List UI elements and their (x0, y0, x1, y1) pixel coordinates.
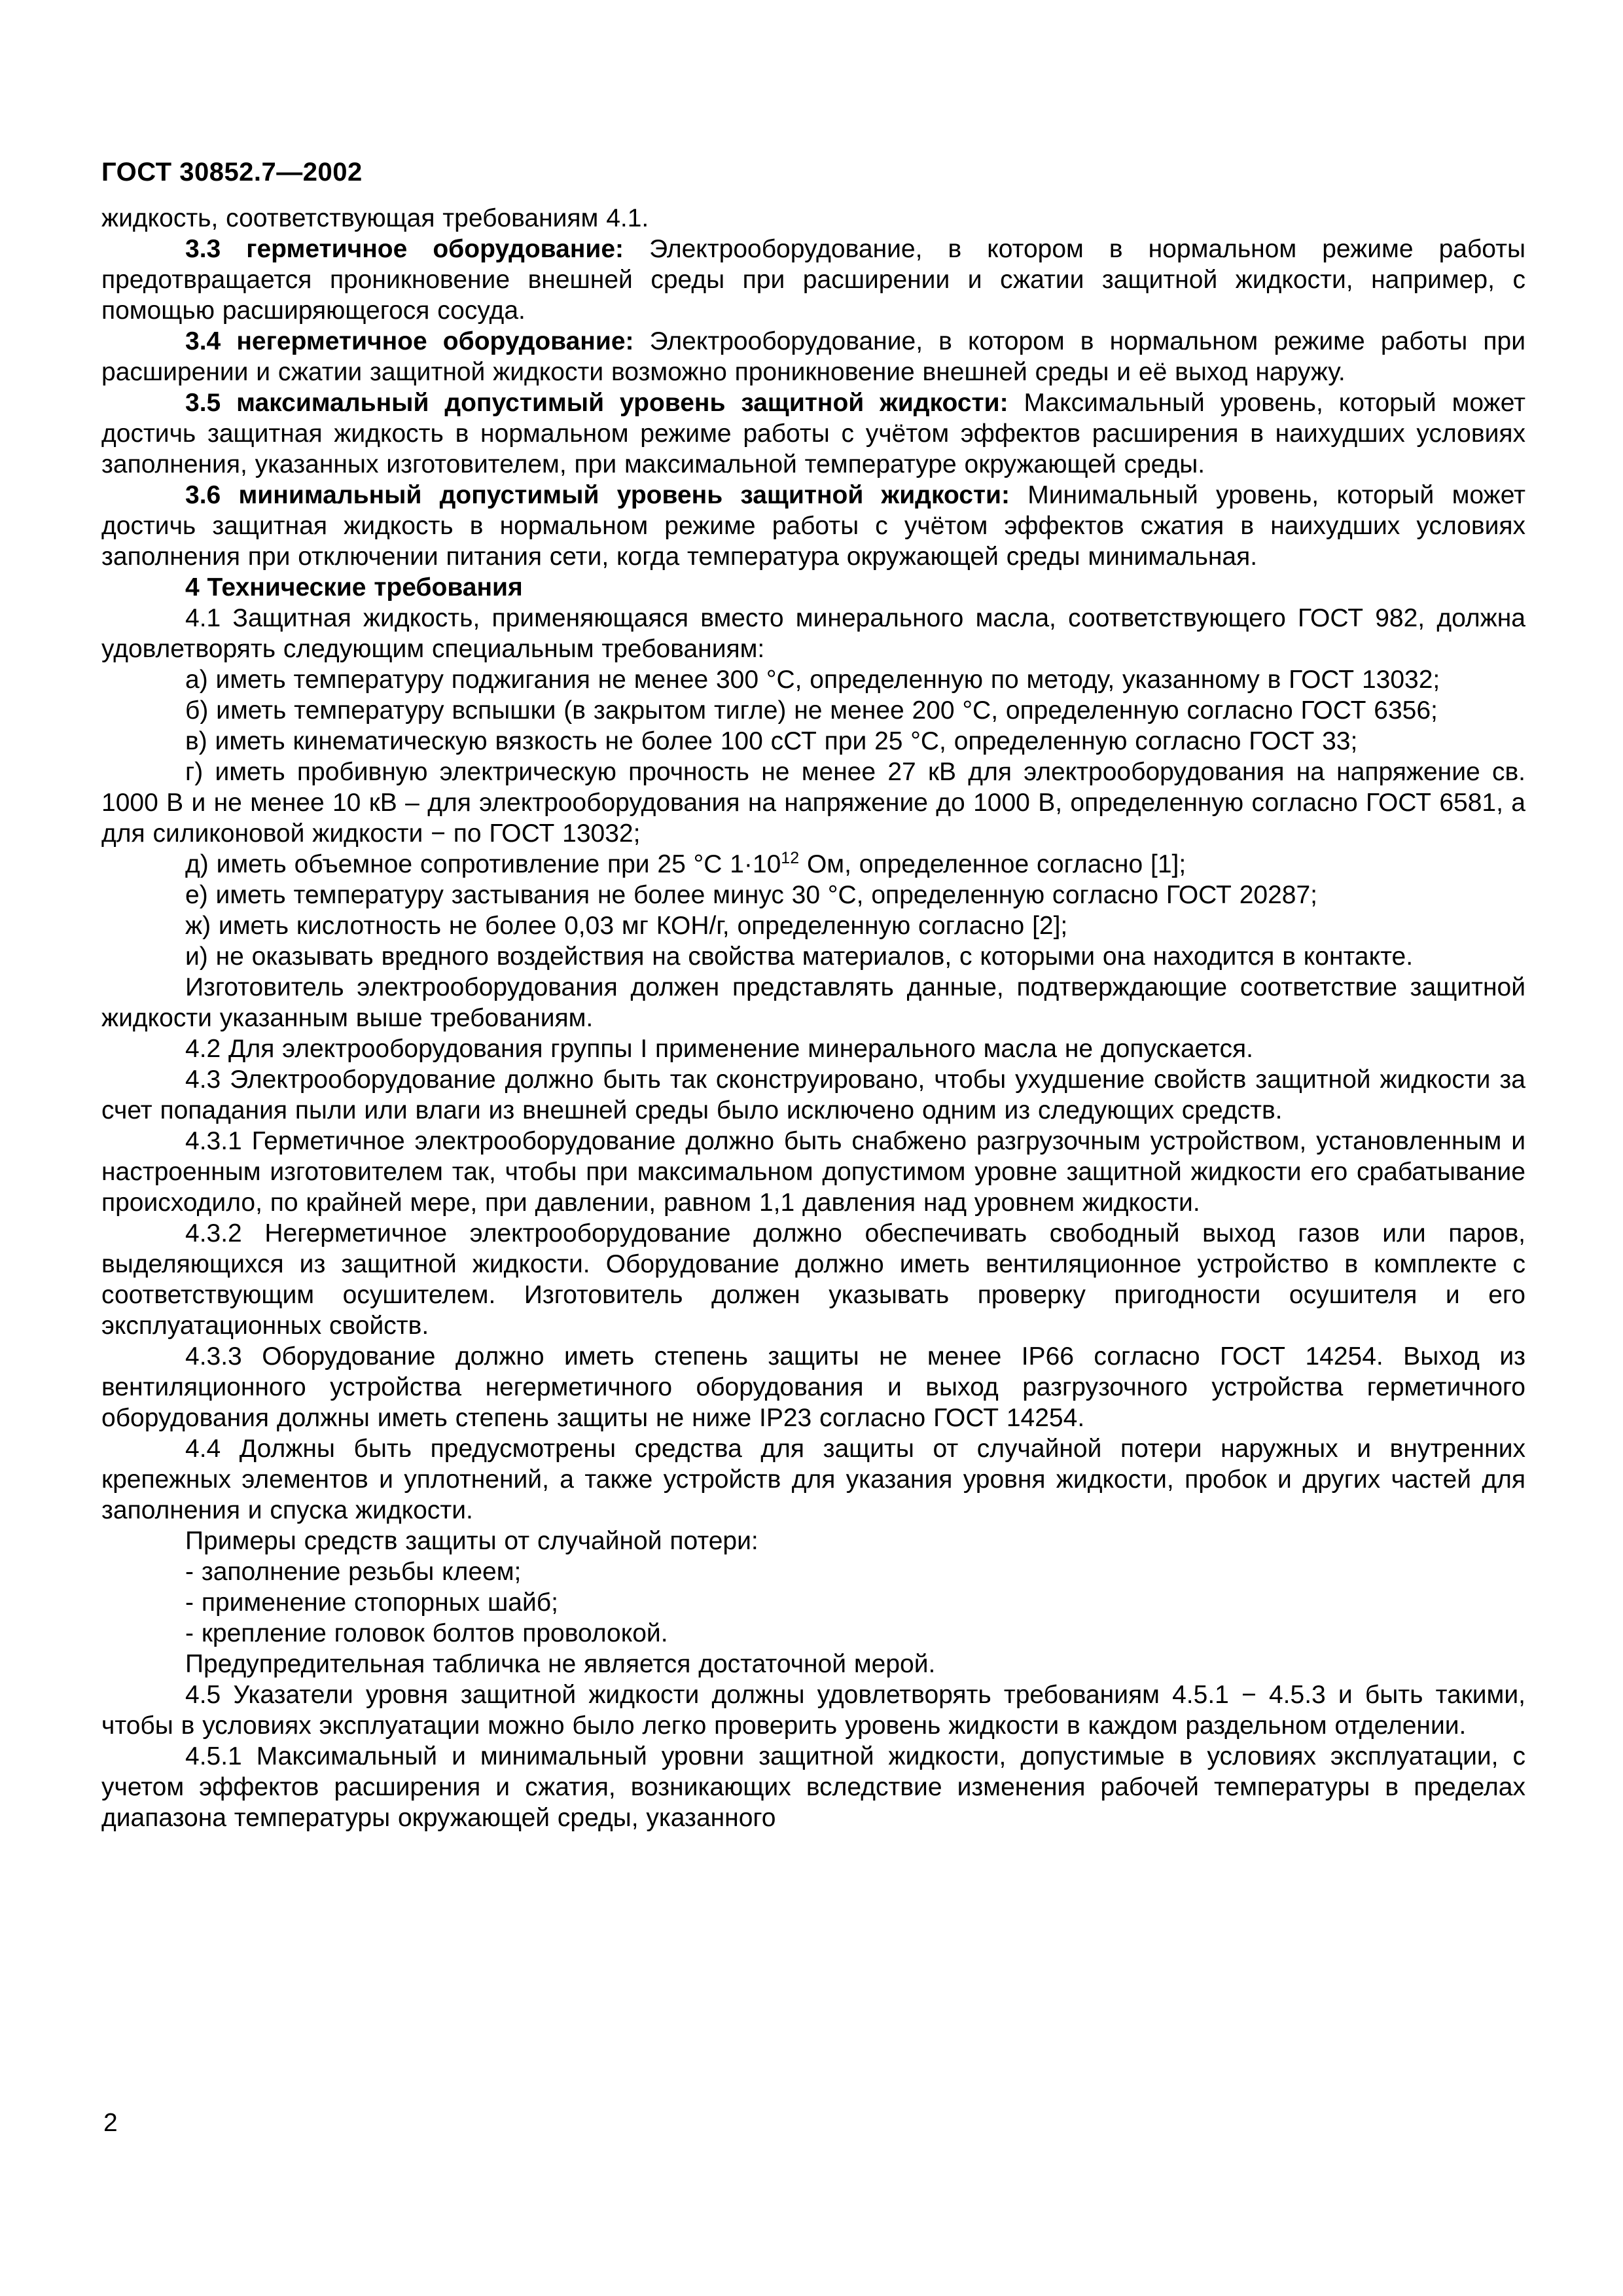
text-run: г) иметь пробивную электрическую прочность не менее 27 кВ для электрооборудования на напряжение св. 1000 В и не менее 10 кВ – для электрооборудования на напряжение до 1000 В, определенную согласно ГОСТ 6581, а для силиконовой жидкости − по ГОСТ 13032; (101, 758, 1525, 848)
text-run: д) иметь объемное сопротивление при 25 °С 1·10 (185, 850, 781, 878)
bold-term: 3.4 негерметичное оборудование: (185, 327, 634, 355)
paragraph (101, 1033, 1525, 1064)
paragraph (101, 1556, 1525, 1587)
paragraph (101, 757, 1525, 849)
paragraph (101, 1587, 1525, 1618)
paragraph (101, 1679, 1525, 1741)
superscript: 12 (781, 849, 800, 867)
paragraph (101, 1341, 1525, 1433)
paragraph (101, 203, 1525, 234)
text-run: - крепление головок болтов проволокой. (185, 1619, 668, 1647)
paragraph (101, 480, 1525, 572)
paragraph (101, 726, 1525, 757)
text-run: и) не оказывать вредного воздействия на свойства материалов, с которыми она находится в контакте. (185, 942, 1414, 971)
paragraph (101, 941, 1525, 972)
paragraph (101, 603, 1525, 664)
paragraph (101, 1526, 1525, 1556)
section-heading (101, 572, 1525, 603)
paragraph (101, 695, 1525, 726)
document-header-title: ГОСТ 30852.7—2002 (101, 158, 363, 187)
paragraph (101, 1064, 1525, 1126)
text-run: е) иметь температуру застывания не более минус 30 °С, определенную согласно ГОСТ 20287; (185, 881, 1317, 909)
text-run: 4.5 Указатели уровня защитной жидкости должны удовлетворять требованиям 4.5.1 − 4.5.3 и быть такими, чтобы в условиях эксплуатации можно было легко проверить уровень жидкости в каждом раздельном отделении. (101, 1681, 1525, 1740)
text-run: 4.3.2 Негерметичное электрооборудование должно обеспечивать свободный выход газов или паров, выделяющихся из защитной жидкости. Оборудование должно иметь вентиляционное устройство в комплекте с соответствующим осушителем. Изготовитель должен указывать проверку пригодности осушителя и его эксплуатационных свойств. (101, 1219, 1525, 1340)
paragraph (101, 849, 1525, 880)
text-run: 4.3.3 Оборудование должно иметь степень защиты не менее IP66 согласно ГОСТ 14254. Выход из вентиляционного устройства негерметичного оборудования и выход разгрузочного устройства герметичного оборудования должны иметь степень защиты не ниже IP23 согласно ГОСТ 14254. (101, 1342, 1525, 1432)
text-run: - применение стопорных шайб; (185, 1588, 558, 1617)
paragraph (101, 1618, 1525, 1649)
text-run: Примеры средств защиты от случайной потери: (185, 1527, 758, 1555)
paragraph (101, 1741, 1525, 1833)
paragraph (101, 880, 1525, 910)
text-run: 4.5.1 Максимальный и минимальный уровни защитной жидкости, допустимые в условиях эксплуатации, с учетом эффектов расширения и сжатия, возникающих вследствие изменения рабочей температуры в пределах диапазона температуры окружающей среды, указанного (101, 1742, 1525, 1832)
paragraph (101, 972, 1525, 1033)
paragraph (101, 1218, 1525, 1341)
paragraph (101, 387, 1525, 480)
document-body (101, 203, 1525, 1833)
text-run: 4.4 Должны быть предусмотрены средства для защиты от случайной потери наружных и внутренних крепежных элементов и уплотнений, а также устройств для указания уровня жидкости, пробок и других частей для заполнения и спуска жидкости. (101, 1435, 1525, 1524)
text-run: 4.3 Электрооборудование должно быть так сконструировано, чтобы ухудшение свойств защитной жидкости за счет попадания пыли или влаги из внешней среды было исключено одним из следующих средств. (101, 1066, 1525, 1124)
text-run: Предупредительная табличка не является достаточной мерой. (185, 1650, 936, 1678)
bold-term: 3.3 герметичное оборудование: (185, 235, 624, 263)
text-run: а) иметь температуру поджигания не менее 300 °С, определенную по методу, указанному в ГОСТ 13032; (185, 666, 1440, 694)
paragraph (101, 1433, 1525, 1526)
text-run: б) иметь температуру вспышки (в закрытом тигле) не менее 200 °С, определенную согласно ГОСТ 6356; (185, 696, 1438, 725)
text-run: - заполнение резьбы клеем; (185, 1558, 522, 1586)
text-run: Максимальный уровень, который может достичь защитная жидкость в нормальном режиме работы с учётом эффектов расширения в наихудших условиях заполнения, указанных изготовителем, при максимальной температуре окружающей среды. (101, 389, 1525, 478)
text-run: Ом, определенное согласно [1]; (799, 850, 1186, 878)
text-run: ж) иметь кислотность не более 0,03 мг КОН/г, определенную согласно [2]; (185, 912, 1068, 940)
text-run: Минимальный уровень, который может достичь защитная жидкость в нормальном режиме работы с учётом эффектов сжатия в наихудших условиях заполнения при отключении питания сети, когда температура окружающей среды минимальная. (101, 481, 1525, 571)
page-number: 2 (103, 2109, 118, 2137)
bold-term: 3.6 минимальный допустимый уровень защитной жидкости: (185, 481, 1010, 509)
paragraph (101, 664, 1525, 695)
paragraph (101, 326, 1525, 387)
text-run: 4.2 Для электрооборудования группы I применение минерального масла не допускается. (185, 1035, 1253, 1063)
text-run: в) иметь кинематическую вязкость не более 100 сСТ при 25 °С, определенную согласно ГОСТ 33; (185, 727, 1358, 755)
paragraph (101, 1126, 1525, 1218)
paragraph (101, 234, 1525, 326)
text-run: Электрооборудование, в котором в нормальном режиме работы при расширении и сжатии защитной жидкости возможно проникновение внешней среды и её выход наружу. (101, 327, 1525, 386)
paragraph (101, 1649, 1525, 1679)
text-run: Электрооборудование, в котором в нормальном режиме работы предотвращается проникновение внешней среды при расширении и сжатии защитной жидкости, например, с помощью расширяющегося сосуда. (101, 235, 1526, 325)
paragraph (101, 910, 1525, 941)
text-run: жидкость, соответствующая требованиям 4.1. (101, 204, 649, 232)
text-run: 4.1 Защитная жидкость, применяющаяся вместо минерального масла, соответствующего ГОСТ 982, должна удовлетворять следующим специальным требованиям: (101, 604, 1525, 663)
bold-term: 3.5 максимальный допустимый уровень защитной жидкости: (185, 389, 1008, 417)
text-run: 4.3.1 Герметичное электрооборудование должно быть снабжено разгрузочным устройством, установленным и настроенным изготовителем так, чтобы при максимальном допустимом уровне защитной жидкости его срабатывание происходило, по крайней мере, при давлении, равном 1,1 давления над уровнем жидкости. (101, 1127, 1525, 1217)
text-run: Изготовитель электрооборудования должен представлять данные, подтверждающие соответствие защитной жидкости указанным выше требованиям. (101, 973, 1525, 1032)
bold-term: 4 Технические требования (185, 573, 523, 601)
